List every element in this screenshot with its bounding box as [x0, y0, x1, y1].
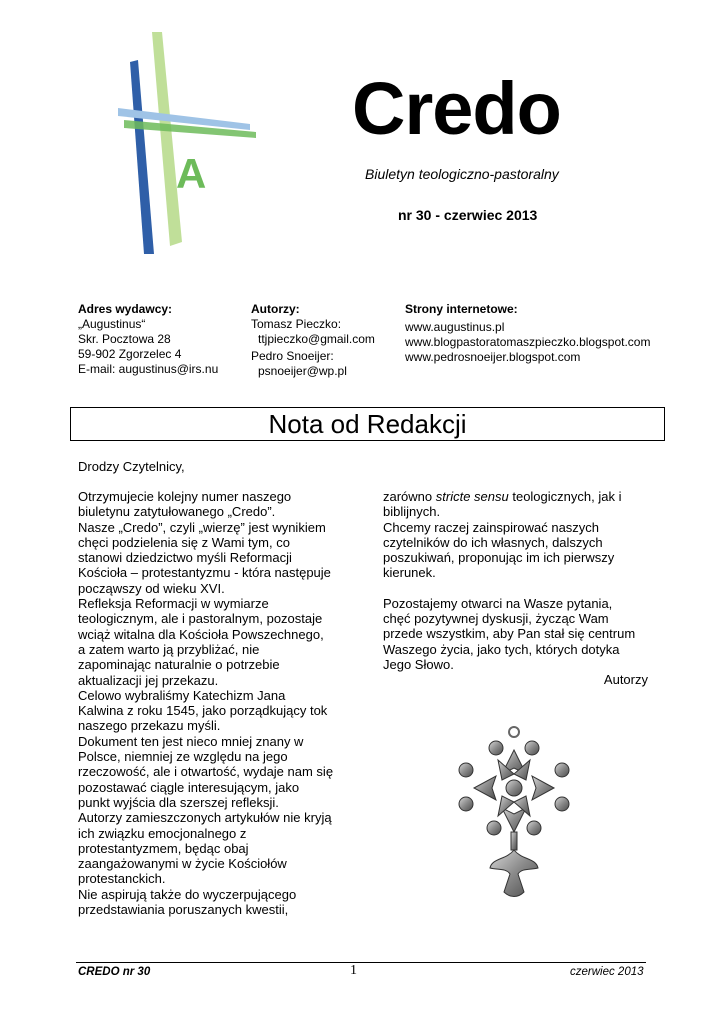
signature: Autorzy: [603, 672, 648, 688]
text-line: biuletynu zatytułowanego „Credo”.: [78, 504, 276, 520]
text-line: poszukiwań, proponując im ich pierwszy: [383, 550, 615, 566]
text-line: ich związku emocjonalnego z: [78, 825, 247, 841]
footer-divider: [76, 962, 646, 963]
text-line: przedstawiania poruszanych kwestii,: [78, 902, 289, 918]
text-fragment: teologicznych, jak i: [508, 489, 622, 504]
text-line: rzeczowość, ale i otwartość, wydaje nam się: [78, 764, 334, 780]
text-line: zapominając naturalnie o potrzebie: [78, 657, 280, 673]
websites-block: [405, 302, 650, 365]
publisher-line: „Augustinus“: [78, 317, 146, 331]
text-line: naszego przekazu myśli.: [78, 718, 221, 734]
cross-shape: [459, 727, 569, 897]
author-name: Tomasz Pieczko:: [251, 317, 342, 331]
article-left-column: [78, 489, 358, 917]
website-link: www.augustinus.pl: [405, 320, 505, 334]
text-line: protestantyzmem, będąc obaj: [78, 840, 249, 856]
page-number: 1: [350, 963, 357, 978]
text-line: Refleksja Reformacji w wymiarze: [78, 596, 269, 612]
website-link: www.pedrosnoeijer.blogspot.com: [405, 350, 581, 364]
text-line: czytelników do ich własnych, dalszych: [383, 534, 603, 550]
section-title: Nota od Redakcji: [268, 409, 467, 439]
text-line: punkt wyjścia dla szerszej refleksji.: [78, 794, 279, 810]
issue-number: nr 30 - czerwiec 2013: [398, 207, 538, 223]
text-line: Nie aspirują także do wyczerpującego: [78, 886, 297, 902]
text-line: a zatem warto ją przybliżać, nie: [78, 641, 260, 657]
authors-heading: Autorzy:: [251, 302, 300, 316]
text-line: Jego Słowo.: [383, 656, 454, 672]
newsletter-title: Credo: [352, 67, 561, 150]
newsletter-subtitle: Biuletyn teologiczno-pastoralny: [365, 166, 559, 182]
text-line: Otrzymujecie kolejny numer naszego: [78, 489, 292, 504]
text-line: chęć pozytywnej dyskusji, życząc Wam: [383, 611, 609, 627]
section-title-box: [70, 407, 665, 441]
text-line: począwszy od wieku XVI.: [78, 580, 225, 596]
logo-letter: A: [176, 150, 207, 197]
publisher-block: [78, 302, 218, 377]
text-line: Waszego życia, jako tych, których dotyka: [383, 641, 620, 657]
text-line: Autorzy zamieszczonych artykułów nie kryją: [78, 810, 332, 826]
text-line: pozostawać ciągle interesującym, jako: [78, 779, 300, 795]
greeting: Drodzy Czytelnicy,: [78, 459, 185, 474]
text-line: protestanckich.: [78, 871, 166, 887]
logo-vertical-green-bar: [152, 32, 182, 246]
text-line: stanowi dziedzictwo myśli Reformacji: [78, 550, 292, 566]
text-line: Dokument ten jest nieco mniej znany w: [78, 733, 304, 749]
huguenot-cross-image: [440, 722, 588, 932]
augustinus-logo: [110, 32, 260, 254]
publisher-line: Skr. Pocztowa 28: [78, 332, 171, 346]
text-line: Kalwina z roku 1545, jako porządkujący tok: [78, 703, 328, 719]
author-name: Pedro Snoeijer:: [251, 349, 334, 363]
text-line: Kościoła – protestantyzmu - która następuje: [78, 565, 331, 581]
text-line: kierunek.: [383, 565, 436, 581]
text-line: wciąż witalna dla Kościoła Powszechnego,: [78, 626, 324, 642]
text-line: Nasze „Credo”, czyli „wierzę” jest wynikiem: [78, 519, 326, 535]
author-email: psnoeijer@wp.pl: [258, 364, 347, 378]
publisher-heading: Adres wydawcy:: [78, 302, 173, 316]
text-line: zaangażowanymi w życie Kościołów: [78, 856, 287, 872]
text-line: chęci podzielenia się z Wami tym, co: [78, 534, 290, 550]
logo-vertical-blue-bar: [130, 60, 154, 254]
text-line: [383, 489, 648, 504]
latin-phrase: stricte sensu: [435, 489, 509, 504]
author-email: ttjpieczko@gmail.com: [258, 332, 375, 346]
text-line: Celowo wybraliśmy Katechizm Jana: [78, 687, 286, 703]
text-line: aktualizacji jej przekazu.: [78, 672, 219, 688]
website-link: www.blogpastoratomaszpieczko.blogspot.com: [405, 335, 651, 349]
text-line: teologicznym, ale i pastoralnym, pozostaje: [78, 611, 323, 627]
publisher-email: E-mail: augustinus@irs.nu: [78, 362, 219, 376]
text-line: Pozostajemy otwarci na Wasze pytania,: [383, 595, 613, 611]
publisher-line: 59-902 Zgorzelec 4: [78, 347, 182, 361]
websites-heading: Strony internetowe:: [405, 302, 518, 316]
text-line: Chcemy raczej zainspirować naszych: [383, 519, 600, 535]
text-line: przede wszystkim, aby Pan stał się centrum: [383, 626, 636, 642]
text-fragment: zarówno: [383, 489, 436, 504]
text-line: biblijnych.: [383, 504, 441, 520]
article-right-column: [383, 489, 648, 688]
footer-date: czerwiec 2013: [570, 966, 644, 978]
footer-publication: CREDO nr 30: [78, 966, 151, 978]
text-line: Polsce, niemniej ze względu na jego: [78, 749, 288, 765]
authors-block: [251, 302, 375, 379]
